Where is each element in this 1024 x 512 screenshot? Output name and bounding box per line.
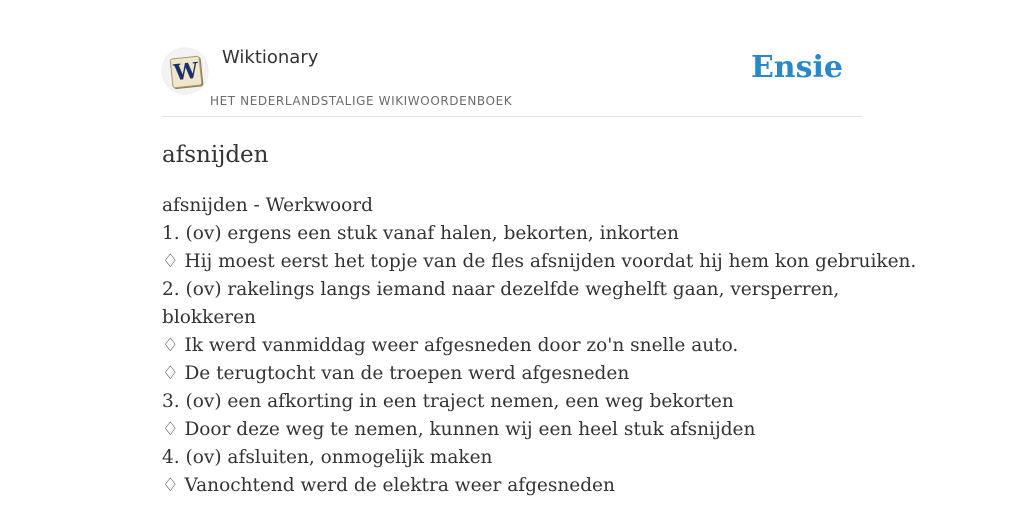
definition-3: 3. (ov) een afkorting in een traject nemen, een weg bekorten	[162, 391, 734, 412]
logo-letter: W	[172, 57, 200, 87]
definition-4: 4. (ov) afsluiten, onmogelijk maken	[162, 447, 493, 468]
definition-2: 2. (ov) rakelings langs iemand naar dezelfde weghelft gaan, versperren, blokkeren	[162, 279, 840, 328]
example-2b: ♢ De terugtocht van de troepen werd afgesneden	[162, 363, 630, 384]
entry-definition	[162, 192, 917, 500]
logo-tile	[170, 56, 203, 89]
page-title: afsnijden	[162, 142, 269, 168]
example-4: ♢ Vanochtend werd de elektra weer afgesneden	[162, 475, 615, 496]
wiktionary-logo-icon[interactable]	[162, 48, 208, 94]
definition-1: 1. (ov) ergens een stuk vanaf halen, bekorten, inkorten	[162, 223, 679, 244]
site-title[interactable]: Wiktionary	[222, 47, 319, 68]
site-header	[162, 0, 862, 117]
entry-heading: afsnijden - Werkwoord	[162, 195, 373, 216]
site-subtitle: HET NEDERLANDSTALIGE WIKIWOORDENBOEK	[210, 94, 513, 108]
ensie-brand-link[interactable]: Ensie	[750, 50, 843, 85]
example-2a: ♢ Ik werd vanmiddag weer afgesneden door zo'n snelle auto.	[162, 335, 739, 356]
example-1: ♢ Hij moest eerst het topje van de fles afsnijden voordat hij hem kon gebruiken.	[162, 251, 917, 272]
example-3: ♢ Door deze weg te nemen, kunnen wij een heel stuk afsnijden	[162, 419, 756, 440]
